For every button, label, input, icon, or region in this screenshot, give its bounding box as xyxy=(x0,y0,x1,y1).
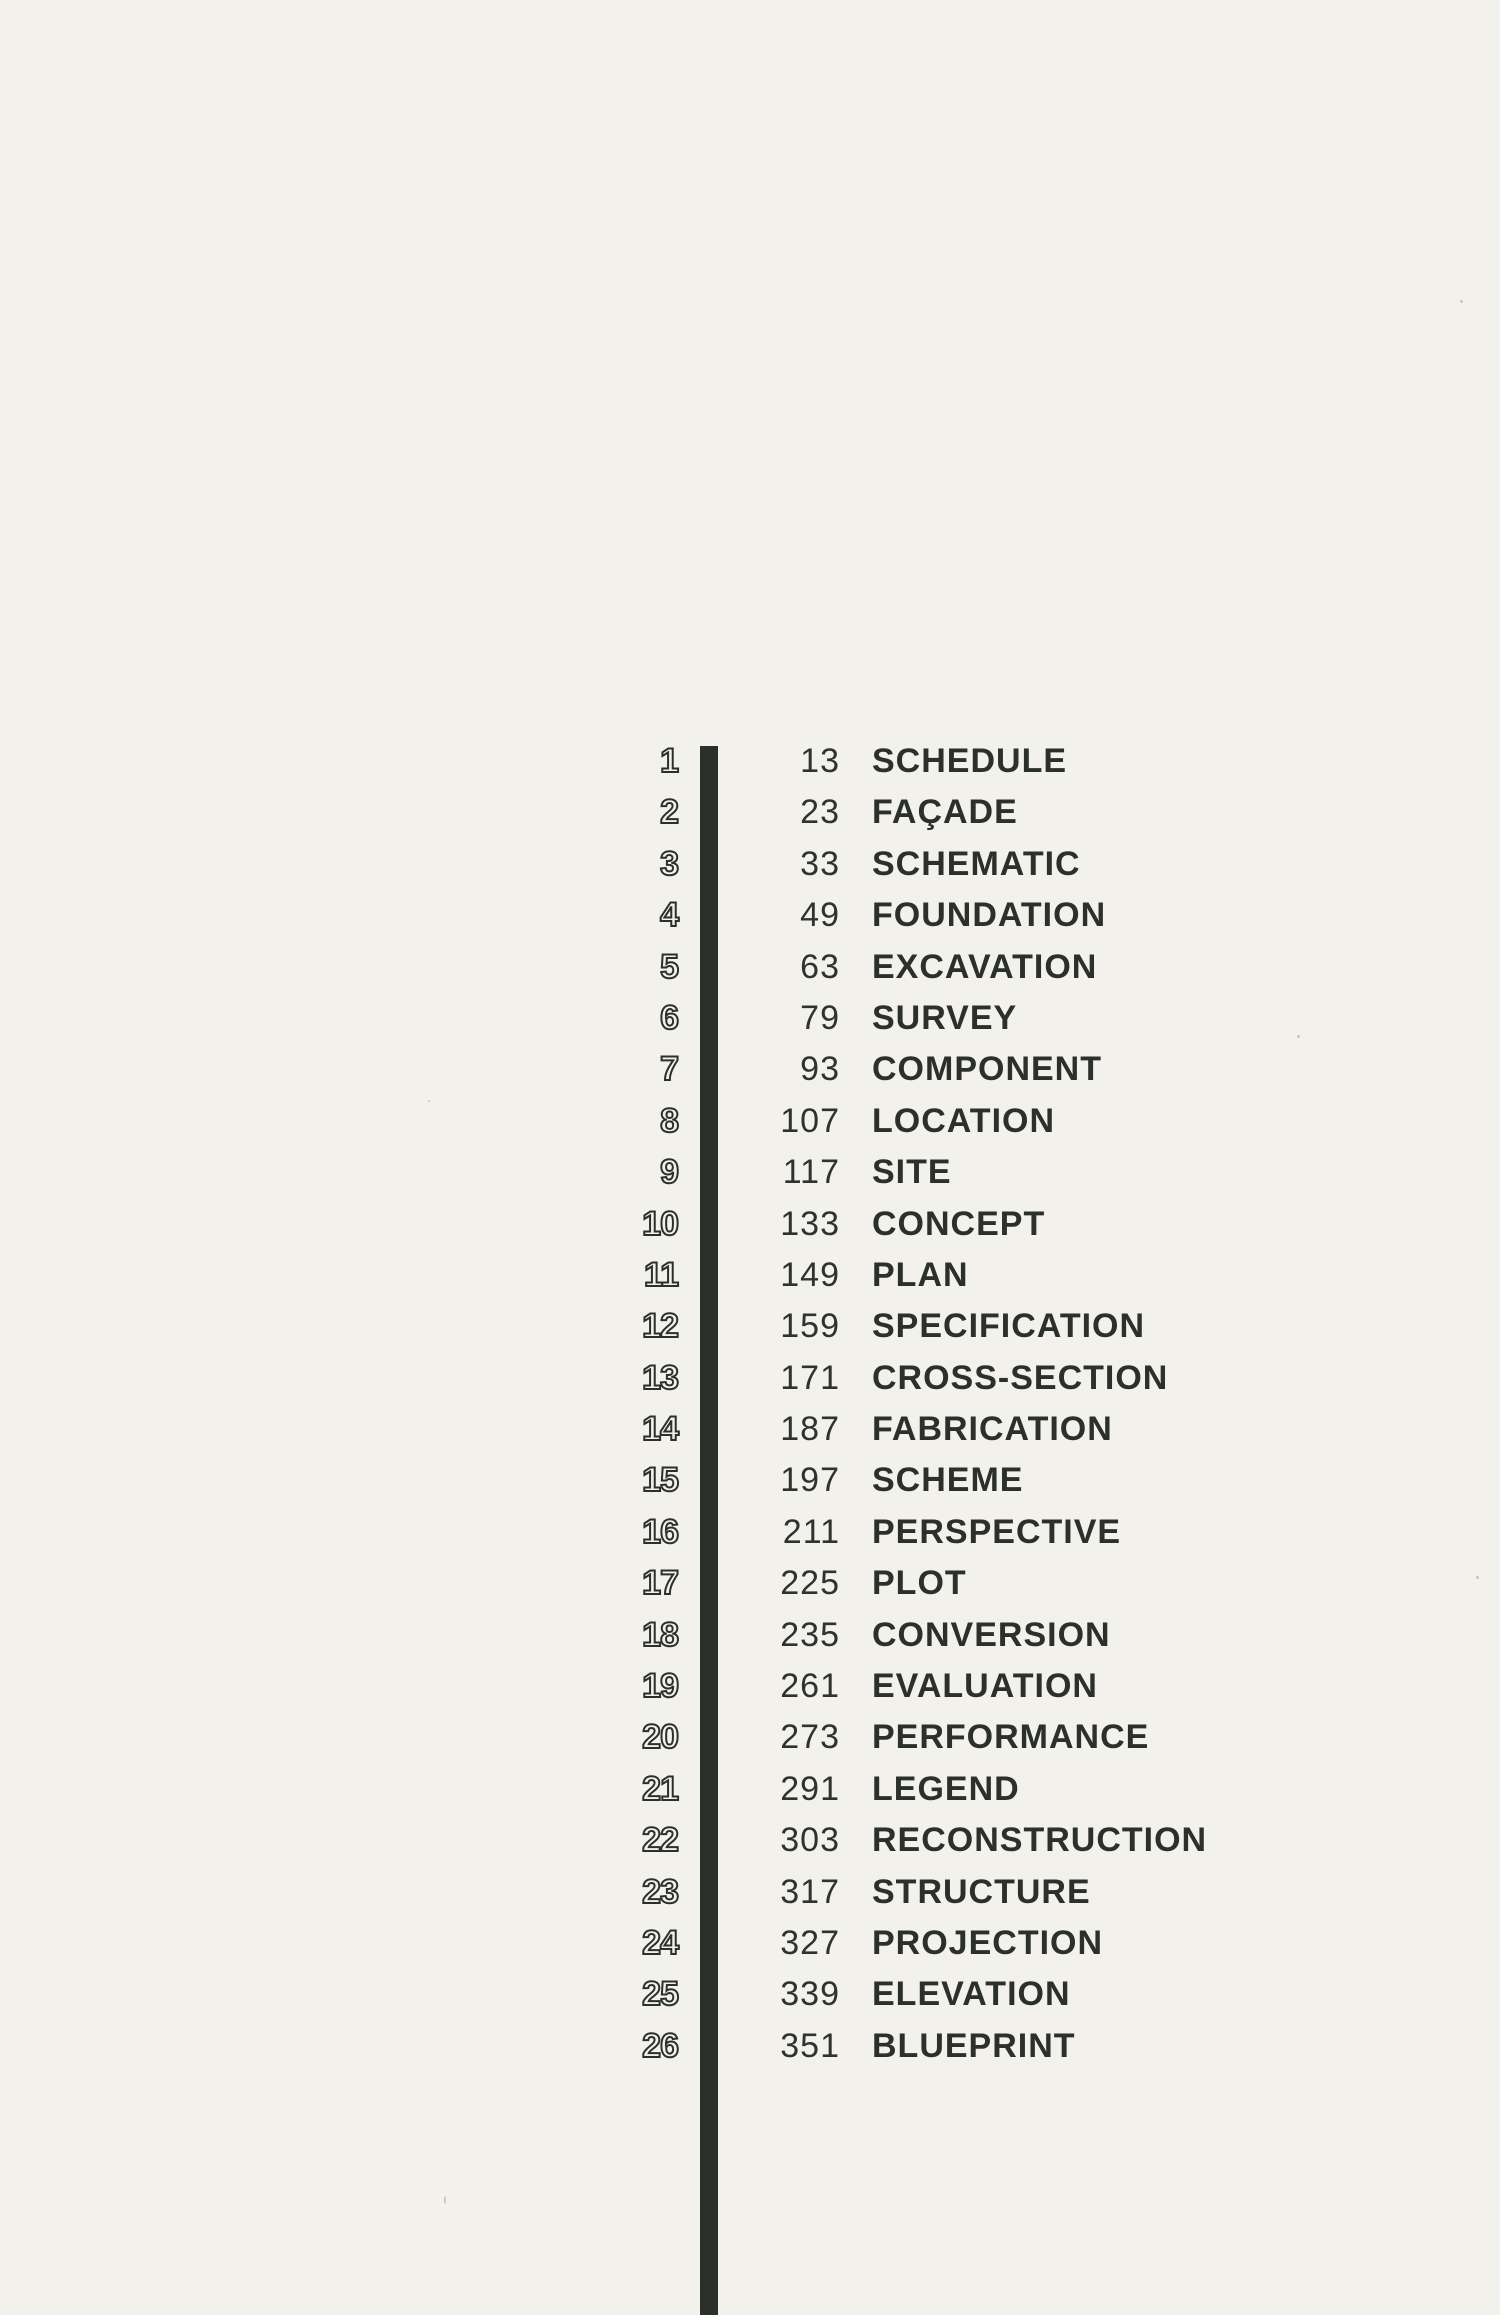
page-number: 291 xyxy=(780,1769,840,1808)
chapter-title: EXCAVATION xyxy=(872,947,1098,986)
page-number: 171 xyxy=(780,1358,840,1397)
chapter-title: SPECIFICATION xyxy=(872,1307,1146,1346)
toc-entry[interactable] xyxy=(0,839,1500,890)
toc-entry[interactable] xyxy=(0,1250,1500,1301)
chapter-number: 24 xyxy=(642,1923,678,1962)
toc-entry[interactable] xyxy=(0,1969,1500,2020)
chapter-title: STRUCTURE xyxy=(872,1872,1091,1911)
page-number: 351 xyxy=(780,2026,840,2065)
chapter-number: 12 xyxy=(642,1307,678,1346)
toc-entry[interactable] xyxy=(0,1918,1500,1969)
toc-entry[interactable] xyxy=(0,1815,1500,1866)
page-number: 23 xyxy=(800,793,840,832)
page-number: 187 xyxy=(780,1410,840,1449)
toc-entry[interactable] xyxy=(0,1661,1500,1712)
chapter-number: 1 xyxy=(660,742,678,780)
chapter-title: COMPONENT xyxy=(872,1050,1102,1089)
page-number: 149 xyxy=(780,1255,840,1294)
toc-entry[interactable] xyxy=(0,1404,1500,1455)
chapter-title: SCHEME xyxy=(872,1461,1024,1500)
page-number: 317 xyxy=(780,1872,840,1911)
page-number: 303 xyxy=(780,1821,840,1860)
chapter-number: 10 xyxy=(642,1204,678,1243)
page-number: 235 xyxy=(780,1615,840,1654)
toc-entry[interactable] xyxy=(0,1455,1500,1506)
paper-speck xyxy=(1460,300,1463,303)
chapter-title: SURVEY xyxy=(872,998,1018,1037)
chapter-number: 7 xyxy=(660,1050,678,1089)
page-number: 273 xyxy=(780,1718,840,1757)
chapter-number: 22 xyxy=(642,1821,678,1860)
chapter-number: 25 xyxy=(642,1975,678,2014)
toc-entry[interactable] xyxy=(0,1558,1500,1609)
toc-entry[interactable] xyxy=(0,1712,1500,1763)
chapter-number: 8 xyxy=(660,1101,678,1140)
page-number: 79 xyxy=(800,998,840,1037)
paper-speck xyxy=(444,2196,446,2204)
chapter-title: SITE xyxy=(872,1153,952,1192)
chapter-number: 23 xyxy=(642,1872,678,1911)
chapter-title: PERSPECTIVE xyxy=(872,1512,1122,1551)
chapter-title: CROSS-SECTION xyxy=(872,1358,1169,1397)
page-number: 107 xyxy=(780,1101,840,1140)
chapter-title: EVALUATION xyxy=(872,1667,1098,1706)
toc-entry[interactable] xyxy=(0,1096,1500,1147)
chapter-number: 19 xyxy=(642,1667,678,1706)
chapter-title: FOUNDATION xyxy=(872,896,1107,935)
chapter-number: 5 xyxy=(660,947,678,986)
chapter-number: 17 xyxy=(642,1564,678,1603)
page-number: 339 xyxy=(780,1975,840,2014)
chapter-number: 18 xyxy=(642,1615,678,1654)
chapter-number: 13 xyxy=(642,1358,678,1397)
chapter-number: 20 xyxy=(642,1718,678,1757)
chapter-number: 3 xyxy=(660,844,678,883)
chapter-title: RECONSTRUCTION xyxy=(872,1821,1208,1860)
chapter-title: BLUEPRINT xyxy=(872,2026,1076,2065)
toc-entry[interactable] xyxy=(0,993,1500,1044)
toc-entry[interactable] xyxy=(0,1044,1500,1095)
chapter-title: SCHEMATIC xyxy=(872,844,1081,883)
page-number: 133 xyxy=(780,1204,840,1243)
chapter-title: PLOT xyxy=(872,1564,967,1603)
toc-entry[interactable] xyxy=(0,1610,1500,1661)
chapter-number: 9 xyxy=(660,1153,678,1192)
chapter-number: 2 xyxy=(660,793,678,832)
toc-entry[interactable] xyxy=(0,1353,1500,1404)
page-number: 225 xyxy=(780,1564,840,1603)
chapter-title: FAÇADE xyxy=(872,793,1018,832)
toc-entry[interactable] xyxy=(0,1507,1500,1558)
toc-entry[interactable] xyxy=(0,1199,1500,1250)
chapter-title: LEGEND xyxy=(872,1769,1020,1808)
page-number: 327 xyxy=(780,1923,840,1962)
page-number: 33 xyxy=(800,844,840,883)
page-number: 93 xyxy=(800,1050,840,1089)
chapter-number: 21 xyxy=(642,1769,678,1808)
page-number: 117 xyxy=(782,1153,840,1192)
toc-entry[interactable] xyxy=(0,1867,1500,1918)
table-of-contents xyxy=(0,736,1500,2072)
toc-entry[interactable] xyxy=(0,787,1500,838)
page-number: 13 xyxy=(800,742,840,780)
chapter-number: 11 xyxy=(644,1255,678,1294)
chapter-number: 4 xyxy=(660,896,678,935)
toc-entry[interactable] xyxy=(0,942,1500,993)
chapter-title: CONVERSION xyxy=(872,1615,1111,1654)
toc-entry[interactable] xyxy=(0,1147,1500,1198)
page-number: 49 xyxy=(800,896,840,935)
page-number: 159 xyxy=(780,1307,840,1346)
page-number: 63 xyxy=(800,947,840,986)
chapter-number: 14 xyxy=(642,1410,678,1449)
chapter-title: FABRICATION xyxy=(872,1410,1113,1449)
toc-entry[interactable] xyxy=(0,1764,1500,1815)
toc-entry[interactable] xyxy=(0,1301,1500,1352)
chapter-title: PERFORMANCE xyxy=(872,1718,1150,1757)
chapter-title: PROJECTION xyxy=(872,1923,1104,1962)
chapter-title: SCHEDULE xyxy=(872,742,1068,780)
toc-entry[interactable] xyxy=(0,2021,1500,2072)
chapter-title: PLAN xyxy=(872,1255,969,1294)
chapter-number: 6 xyxy=(660,998,678,1037)
toc-entry[interactable] xyxy=(0,736,1500,787)
page-number: 211 xyxy=(782,1512,840,1551)
page-number: 197 xyxy=(780,1461,840,1500)
chapter-title: CONCEPT xyxy=(872,1204,1046,1243)
chapter-number: 16 xyxy=(642,1512,678,1551)
page-number: 261 xyxy=(780,1667,840,1706)
chapter-title: LOCATION xyxy=(872,1101,1056,1140)
toc-entry[interactable] xyxy=(0,890,1500,941)
chapter-number: 26 xyxy=(642,2026,678,2065)
chapter-title: ELEVATION xyxy=(872,1975,1071,2014)
chapter-number: 15 xyxy=(642,1461,678,1500)
